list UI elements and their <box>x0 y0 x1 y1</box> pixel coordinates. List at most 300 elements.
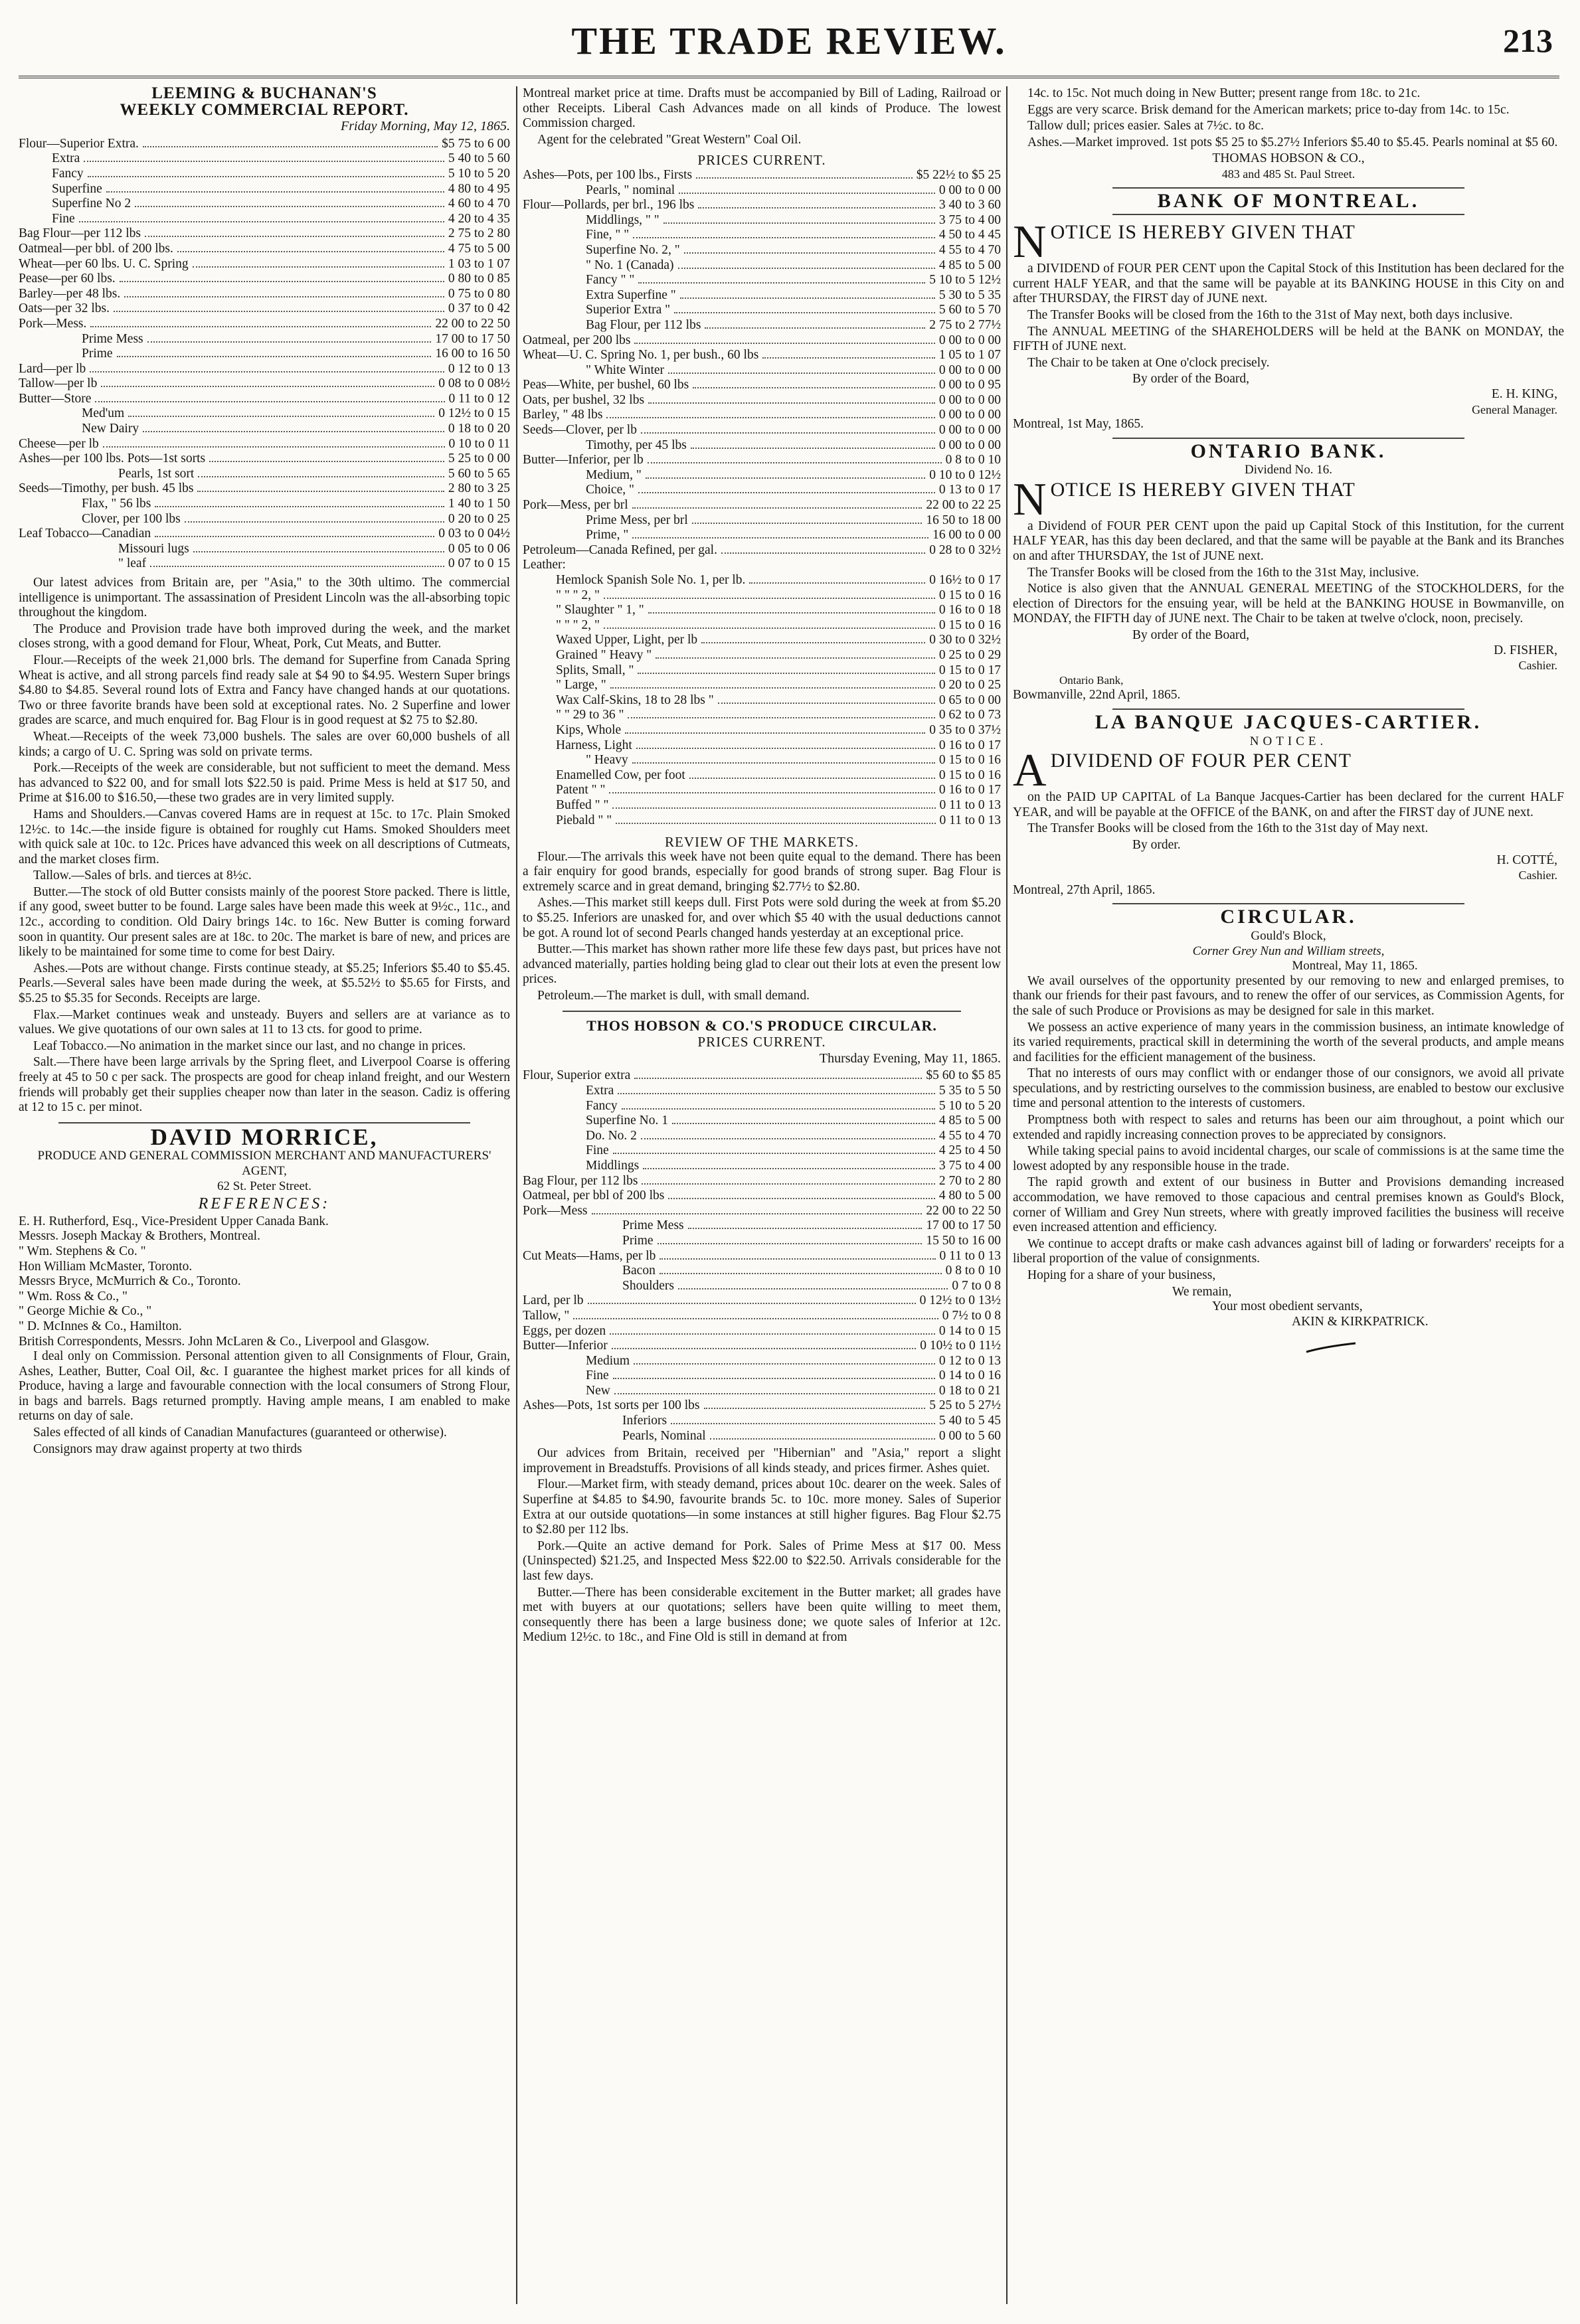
price-row <box>523 1084 1001 1099</box>
report-paragraph: Ashes.—Pots are without change. Firsts continue steady, at $5.25; Inferiors $5.40 to $5.45. Pearls.—Several sales have been made during the week, at $5.52½ to $5.65 for Firsts, and $5.25 to $5.35 for Seconds. Receipts are large. <box>19 961 510 1006</box>
price-row <box>523 813 1001 829</box>
price-value: 0 16½ to 0 17 <box>929 573 1001 587</box>
leader-dots <box>633 237 935 238</box>
price-value: 0 25 to 0 29 <box>938 647 1001 662</box>
price-row <box>523 168 1001 183</box>
price-row <box>523 348 1001 363</box>
price-value: 4 75 to 5 00 <box>448 241 510 256</box>
price-row <box>523 1129 1001 1144</box>
price-label: Bag Flour, per 112 lbs <box>523 1173 638 1188</box>
price-label: " " 29 to 36 " <box>556 708 624 722</box>
signer-title: Cashier. <box>1518 659 1557 673</box>
reference-line: " Wm. Ross & Co., " <box>19 1289 128 1303</box>
reference-line: " George Michie & Co., " <box>19 1304 152 1319</box>
price-value: 0 12½ to 0 13½ <box>919 1293 1001 1308</box>
reference-line: " Wm. Stephens & Co. " <box>19 1244 146 1258</box>
report-paragraph: Our latest advices from Britain are, per "Asia," to the 30th ultimo. The commercial intelligence is unimportant. The assassination of President Lincoln was the all-absorbing topic throughout the kingdom. <box>19 576 510 620</box>
leader-dots <box>648 462 942 463</box>
price-row <box>19 332 510 347</box>
review-paragraph: Butter.—This market has shown rather more life these few days past, but prices have not advanced materially, parties holding being glad to clear out their lots at even the present low prices. <box>523 942 1001 987</box>
price-row <box>523 558 1001 573</box>
price-value: 0 00 to 0 00 <box>938 423 1001 438</box>
leader-dots <box>642 1183 934 1185</box>
price-row <box>523 1414 1001 1429</box>
continued-text: Montreal market price at time. Drafts must be accompanied by Bill of Lading, Railroad or other Receipts. Liberal Cash Advances made on all kinds of Produce. The lowest Commission charged. <box>523 86 1001 131</box>
price-row <box>523 1159 1001 1174</box>
report-paragraph: Flax.—Market continues weak and unsteady. Buyers and sellers are at variance as to values. We give quotations of our own sales at 11 to 13 cts. for good to prime. <box>19 1007 510 1037</box>
leader-dots <box>689 778 935 779</box>
price-row <box>523 528 1001 543</box>
circular-date: Montreal, May 11, 1865. <box>1292 959 1418 973</box>
price-value: 3 75 to 4 00 <box>938 212 1001 227</box>
leader-dots <box>704 1408 926 1409</box>
price-label: Prime Mess <box>622 1218 684 1233</box>
section-rule <box>1112 214 1464 215</box>
price-value: 1 03 to 1 07 <box>448 256 510 271</box>
circular-paragraph: Butter.—There has been considerable excitement in the Butter market; all grades have met with buyers at our quotations; sellers have been quite willing to meet them, consequently there has been a large business done; we quote sales of Inferior at 12c. Medium 12½c. to 18c., and Fine Old is still in demand at from <box>523 1585 1001 1645</box>
price-value: 2 80 to 3 25 <box>448 481 510 496</box>
price-value: 0 00 to 0 00 <box>938 363 1001 377</box>
circular-paragraph: Hoping for a share of your business, <box>1027 1268 1216 1282</box>
notice-head: OTICE IS HEREBY GIVEN THAT <box>1050 221 1356 244</box>
leader-dots <box>613 1378 935 1379</box>
price-value: 0 11 to 0 13 <box>939 813 1001 827</box>
price-value: 0 11 to 0 13 <box>939 1248 1001 1263</box>
price-label: Fine <box>52 211 75 226</box>
report-paragraph: Leaf Tobacco.—No animation in the market since our last, and no change in prices. <box>33 1038 466 1053</box>
price-row <box>523 1249 1001 1264</box>
price-row <box>523 1398 1001 1414</box>
leader-dots <box>678 268 935 269</box>
circular-place: Corner Grey Nun and William streets, <box>1192 944 1385 958</box>
market-paragraph: 14c. to 15c. Not much doing in New Butter; present range from 18c. to 21c. <box>1027 86 1421 100</box>
price-label: Fancy " " <box>586 273 635 288</box>
report-title-line: LEEMING & BUCHANAN'S <box>151 86 377 102</box>
price-row <box>523 408 1001 423</box>
price-value: 0 15 to 0 16 <box>938 588 1001 602</box>
price-value: 0 08 to 0 08½ <box>438 376 510 391</box>
bank-title: BANK OF MONTREAL. <box>1157 189 1420 212</box>
signer-title: Cashier. <box>1518 869 1557 882</box>
report-paragraph: Wheat.—Receipts of the week 73,000 bushels. The sales are over 60,000 bushels of all kinds; a cargo of U. C. Spring was sold on private terms. <box>19 729 510 759</box>
notice-paragraph: The Transfer Books will be closed from the 16th to the 31st of May next, both days inclusive. <box>1027 307 1513 322</box>
signer: H. COTTÉ, <box>1496 853 1557 867</box>
notice-place: Ontario Bank, <box>1059 673 1124 687</box>
price-label: " White Winter <box>586 363 665 377</box>
price-value: 0 18 to 0 21 <box>938 1383 1001 1398</box>
price-value: 0 11 to 0 13 <box>939 797 1001 812</box>
leader-dots <box>671 1423 935 1424</box>
signer-title: General Manager. <box>1472 402 1557 416</box>
price-label: " Slaughter " 1, " <box>556 603 644 618</box>
leader-dots <box>610 687 935 689</box>
leader-dots <box>128 416 434 417</box>
price-label: Timothy, per 45 lbs <box>586 438 687 452</box>
price-label: Cut Meats—Hams, per lb <box>523 1248 656 1263</box>
price-row <box>523 213 1001 228</box>
price-label: Middlings, " " <box>586 212 659 227</box>
price-value: 0 00 to 0 00 <box>938 438 1001 452</box>
price-label: Pork—Mess <box>523 1203 588 1218</box>
price-row <box>523 1143 1001 1159</box>
price-label: Bag Flour—per 112 lbs <box>19 226 141 241</box>
price-row <box>523 288 1001 303</box>
prices-current-title: PRICES CURRENT. <box>697 152 826 169</box>
price-value: 0 00 to 5 60 <box>938 1428 1001 1443</box>
leader-dots <box>101 386 434 387</box>
leader-dots <box>658 1243 922 1244</box>
leader-dots <box>721 552 925 554</box>
price-label: Kips, Whole <box>556 722 622 737</box>
price-row <box>19 167 510 182</box>
price-value: 4 20 to 4 35 <box>448 211 510 226</box>
leader-dots <box>698 207 934 208</box>
column-1 <box>19 86 510 1458</box>
leader-dots <box>150 566 444 567</box>
notice-head: OTICE IS HEREBY GIVEN THAT <box>1050 478 1356 501</box>
price-value: 22 00 to 22 25 <box>926 498 1001 513</box>
review-paragraph: Petroleum.—The market is dull, with small demand. <box>537 989 810 1003</box>
price-value: 0 7 to 0 8 <box>952 1278 1001 1293</box>
column-3 <box>1013 86 1564 1355</box>
circular-text <box>1013 974 1564 1284</box>
notice-paragraph: The Chair to be taken at One o'clock precisely. <box>1027 355 1270 370</box>
price-row <box>523 363 1001 378</box>
price-label: Flour—Pollards, per brl., 196 lbs <box>523 198 695 212</box>
leader-dots <box>634 1078 922 1079</box>
price-value: 5 25 to 5 27½ <box>929 1398 1001 1413</box>
price-value: 0 15 to 0 16 <box>938 618 1001 632</box>
leader-dots <box>641 1138 935 1139</box>
price-row <box>523 1309 1001 1324</box>
leader-dots <box>197 491 444 492</box>
signer: E. H. KING, <box>1491 386 1557 401</box>
leader-dots <box>106 191 444 193</box>
leader-dots <box>632 762 935 764</box>
notice-paragraph: a DIVIDEND of FOUR PER CENT upon the Capital Stock of this Institution has been declared for the current HALF YEAR, and that the same will be payable at its BANKING HOUSE in this City on and after THURSDAY, the FIRST day of JUNE next. <box>1013 262 1564 306</box>
circular-date: Thursday Evening, May 11, 1865. <box>819 1050 1001 1066</box>
price-label: Ashes—Pots, per 100 lbs., Firsts <box>523 167 693 182</box>
price-value: 0 65 to 0 00 <box>938 693 1001 707</box>
leader-dots <box>625 732 925 734</box>
price-label: Oatmeal—per bbl. of 200 lbs. <box>19 241 173 256</box>
price-value: 0 20 to 0 25 <box>938 678 1001 693</box>
report-paragraph: Salt.—There have been large arrivals by the Spring fleet, and Liverpool Coarse is offering freely at 45 to 50 c per sack. The prospects are good for cheap inland freight, and our Western friends will probably get their supplies cheaper now than later in the season. Cadiz is offering at 12 to 15 c. per minot. <box>19 1055 510 1115</box>
price-row <box>523 1099 1001 1114</box>
report-paragraph: Tallow.—Sales of brls. and tierces at 8½c. <box>33 869 252 883</box>
leader-dots <box>143 146 438 147</box>
notice-paragraph: a Dividend of FOUR PER CENT upon the paid up Capital Stock of this Institution, for the current HALF YEAR, has this day been declared, and that the same will be payable at the Bank and its Branches on and after THURSDAY, the 1st of JUNE next. <box>1013 519 1564 564</box>
leader-dots <box>84 161 444 162</box>
agent-line: Agent for the celebrated "Great Western" Coal Oil. <box>537 132 802 147</box>
price-label: Superfine No 2 <box>52 197 132 211</box>
price-row <box>19 362 510 377</box>
price-label: Medium <box>586 1353 630 1368</box>
price-value: 0 00 to 0 00 <box>938 183 1001 197</box>
column-divider <box>516 86 517 2304</box>
price-label: Leather: <box>523 558 566 572</box>
price-value: 0 07 to 0 15 <box>448 556 510 571</box>
price-value: 0 37 to 0 42 <box>448 301 510 316</box>
price-value: 0 15 to 0 17 <box>938 663 1001 677</box>
price-value: 4 25 to 4 50 <box>938 1143 1001 1158</box>
leader-dots <box>79 221 444 222</box>
price-label: Hemlock Spanish Sole No. 1, per lb. <box>556 573 746 587</box>
leader-dots <box>193 551 444 552</box>
circular-text <box>523 1446 1001 1645</box>
price-label: Pearls, 1st sort <box>118 466 195 481</box>
price-list <box>523 168 1001 828</box>
price-row <box>19 422 510 437</box>
price-value: 4 80 to 5 00 <box>938 1189 1001 1203</box>
references-title: REFERENCES: <box>198 1195 331 1213</box>
price-label: Choice, " <box>586 483 634 497</box>
leader-dots <box>643 1168 935 1169</box>
leader-dots <box>604 627 935 629</box>
leader-dots <box>103 446 445 448</box>
price-row <box>523 1384 1001 1399</box>
leader-dots <box>668 373 935 374</box>
leader-dots <box>659 1258 935 1260</box>
price-label: Tallow—per lb <box>19 376 98 391</box>
price-label: Pearls, " nominal <box>586 183 675 197</box>
price-row <box>523 1264 1001 1279</box>
price-row <box>523 693 1001 708</box>
price-label: Buffed " " <box>556 797 609 812</box>
leader-dots <box>659 1273 942 1274</box>
price-row <box>19 481 510 497</box>
leader-dots <box>632 537 928 539</box>
leader-dots <box>209 461 444 462</box>
leader-dots <box>680 297 935 299</box>
leader-dots <box>691 448 935 449</box>
leader-dots <box>95 401 444 402</box>
price-value: 2 75 to 2 77½ <box>929 317 1001 332</box>
price-row <box>19 301 510 317</box>
price-label: Fancy <box>586 1098 618 1113</box>
leader-dots <box>117 356 432 357</box>
price-value: 5 10 to 5 12½ <box>929 273 1001 288</box>
price-row <box>19 151 510 167</box>
leader-dots <box>90 371 444 373</box>
leader-dots <box>762 357 935 359</box>
leader-dots <box>705 327 925 329</box>
price-row <box>523 198 1001 213</box>
price-value: 0 00 to 0 00 <box>938 392 1001 407</box>
leader-dots <box>628 717 934 718</box>
leader-dots <box>674 312 935 313</box>
continued-text <box>1013 86 1564 150</box>
price-label: Shoulders <box>622 1278 674 1293</box>
drop-cap: A <box>1013 749 1047 791</box>
reference-line: " D. McInnes & Co., Hamilton. <box>19 1319 182 1333</box>
leader-dots <box>622 1108 935 1110</box>
report-paragraph: Butter.—The stock of old Butter consists mainly of the poorest Store packed. There is little, if any good, sweet butter to be found. Large sales have been made this week at 9½c., 11c., and 12c., according to condition. Old Dairy brings 14c. to 16c. New Butter is coming forward soon in quantity. Our present sales are at 18c. to 20c. The market is bare of new, and prices are likely to be maintained for some time to come for best Dairy. <box>19 884 510 959</box>
price-row <box>523 1354 1001 1369</box>
leader-dots <box>710 1438 935 1440</box>
leader-dots <box>604 598 935 599</box>
price-value: $5 22½ to $5 25 <box>916 167 1001 182</box>
circular-paragraph: Flour.—Market firm, with steady demand, prices about 10c. dearer on the week. Sales of Superfine at $4.85 to $4.90, favourite brands 5c. to 10c. more money. Sales of Superior Extra at our outside quotations—in some instances at still higher figures. Bag Flour $2.75 to $2.80 per 112 lbs. <box>523 1477 1001 1537</box>
price-value: 0 12 to 0 13 <box>938 1353 1001 1368</box>
price-value: 0 11 to 0 12 <box>448 391 510 406</box>
price-row <box>523 648 1001 663</box>
price-label: Oatmeal, per 200 lbs <box>523 333 631 347</box>
masthead-rule <box>19 76 1559 78</box>
closing-line: We remain, <box>1172 1284 1232 1299</box>
page-number: 213 <box>1503 22 1553 59</box>
advertisement-paragraph: Consignors may draw against property at two thirds <box>33 1442 302 1456</box>
price-row <box>19 182 510 197</box>
price-value: 0 10 to 0 12½ <box>929 467 1001 482</box>
circular-paragraph: We avail ourselves of the opportunity presented by our removing to new and enlarged premises, to thank our friends for their past favours, and to renew the offer of our services, as Commission Agents, for the sale of such Produce or Provisions as may be designed for sale in this market. <box>1013 973 1564 1018</box>
leader-dots <box>155 536 434 537</box>
market-paragraph: Ashes.—Market improved. 1st pots $5 25 to $5.27½ Inferiors $5.40 to $5.45. Pearls nominal at $5 60. <box>1027 135 1558 149</box>
section-rule <box>1112 708 1464 710</box>
section-rule <box>58 1122 470 1123</box>
price-value: 4 55 to 4 70 <box>938 1128 1001 1143</box>
price-row <box>19 406 510 422</box>
price-label: Pork—Mess, per brl <box>523 498 628 513</box>
price-value: 15 50 to 16 00 <box>926 1233 1001 1248</box>
price-label: " Heavy <box>586 753 628 768</box>
price-label: Bag Flour, per 112 lbs <box>586 317 701 332</box>
price-row <box>523 708 1001 723</box>
price-label: Eggs, per dozen <box>523 1323 606 1338</box>
price-label: Ashes—Pots, 1st sorts per 100 lbs <box>523 1398 700 1413</box>
price-label: Butter—Inferior, per lb <box>523 453 644 467</box>
price-label: Prime <box>622 1233 654 1248</box>
leader-dots <box>88 176 444 177</box>
price-label: Superfine No. 1 <box>586 1114 669 1128</box>
price-label: Medium, " <box>586 467 642 482</box>
price-value: 16 00 to 16 50 <box>435 347 510 361</box>
price-list <box>523 1068 1001 1444</box>
price-row <box>523 318 1001 333</box>
advertisement-paragraph: Sales effected of all kinds of Canadian Manufactures (guaranteed or otherwise). <box>33 1426 447 1440</box>
price-row <box>523 498 1001 513</box>
price-row <box>523 1234 1001 1249</box>
leader-dots <box>684 252 935 254</box>
signer: D. FISHER, <box>1494 643 1557 657</box>
price-label: Prime Mess <box>82 331 143 346</box>
price-value: 5 10 to 5 20 <box>938 1098 1001 1113</box>
price-label: Ashes—per 100 lbs. Pots—1st sorts <box>19 452 206 466</box>
leader-dots <box>636 748 935 749</box>
price-value: 4 85 to 5 00 <box>938 1114 1001 1128</box>
price-row <box>523 228 1001 243</box>
leader-dots <box>609 792 934 793</box>
circular-paragraph: Pork.—Quite an active demand for Pork. Sales of Prime Mess at $17 00. Mess (Uninspected) $21.25, and Inspected Mess $22.00 to $22.50. Arrivals considerable for the last few days. <box>523 1538 1001 1583</box>
notice-head: DIVIDEND OF FOUR PER CENT <box>1050 750 1352 772</box>
price-value: 5 60 to 5 70 <box>938 303 1001 317</box>
price-value: 4 85 to 5 00 <box>938 258 1001 272</box>
price-row <box>523 663 1001 679</box>
leader-dots <box>632 507 922 509</box>
price-value: 0 13 to 0 17 <box>938 483 1001 497</box>
leader-dots <box>634 343 934 344</box>
price-label: Oats, per bushel, 32 lbs <box>523 392 645 407</box>
price-label: Waxed Upper, Light, per lb <box>556 633 698 647</box>
price-row <box>523 633 1001 648</box>
leader-dots <box>120 281 444 282</box>
price-label: Extra <box>52 151 80 166</box>
notice-heading <box>1013 749 1564 790</box>
circular-place: Gould's Block, <box>1251 928 1326 943</box>
price-label: Clover, per 100 lbs <box>82 511 181 526</box>
price-row <box>523 1218 1001 1234</box>
price-value: 22 00 to 22 50 <box>926 1203 1001 1218</box>
price-row <box>523 1429 1001 1444</box>
price-value: 0 62 to 0 73 <box>938 708 1001 722</box>
notice-heading <box>1013 220 1564 262</box>
advertiser-name: DAVID MORRICE, <box>150 1123 379 1150</box>
price-value: $5 60 to $5 85 <box>926 1068 1001 1083</box>
price-value: 0 14 to 0 15 <box>938 1323 1001 1338</box>
leader-dots <box>688 1228 922 1229</box>
price-row <box>523 1279 1001 1294</box>
price-label: Wheat—per 60 lbs. U. C. Spring <box>19 256 189 271</box>
price-row <box>19 137 510 152</box>
circular-paragraph: Our advices from Britain, received per "Hibernian" and "Asia," report a slight improvement in Breadstuffs. Provisions of all kinds steady, and prices firmer. Ashes quiet. <box>523 1446 1001 1475</box>
price-value: 0 10 to 0 11 <box>448 436 510 451</box>
notice-paragraph: Notice is also given that the ANNUAL GENERAL MEETING of the STOCKHOLDERS, for the election of Directors for the ensuing year, will be held at the BANKING HOUSE in Bowmanville, on MONDAY, the FIFTH day of JUNE next. The Chair to be taken at twelve o'clock, noon, precisely. <box>1013 582 1564 626</box>
price-label: Peas—White, per bushel, 60 lbs <box>523 378 689 392</box>
price-label: Oatmeal, per bbl of 200 lbs <box>523 1189 665 1203</box>
leader-dots <box>718 703 935 704</box>
notice-text <box>1013 790 1564 837</box>
notice-date: Montreal, 27th April, 1865. <box>1013 882 1156 897</box>
price-value: 16 00 to 0 00 <box>932 528 1001 542</box>
price-value: 0 15 to 0 16 <box>938 768 1001 782</box>
price-row <box>523 438 1001 454</box>
by-order: By order. <box>1132 837 1181 852</box>
bank-title: ONTARIO BANK. <box>1190 440 1387 462</box>
price-value: 22 00 to 22 50 <box>435 316 510 331</box>
price-label: Butter—Inferior <box>523 1339 608 1353</box>
price-row <box>19 376 510 392</box>
price-value: 16 50 to 18 00 <box>926 513 1001 527</box>
price-row <box>523 423 1001 438</box>
leader-dots <box>114 311 444 312</box>
leader-dots <box>646 477 925 479</box>
price-label: Prime, " <box>586 528 629 542</box>
price-label: " " " 2, " <box>556 588 600 602</box>
price-label: Wax Calf-Skins, 18 to 28 lbs " <box>556 693 714 707</box>
price-value: 0 16 to 0 18 <box>938 603 1001 618</box>
leader-dots <box>618 1093 935 1094</box>
pen-mark <box>1305 1341 1358 1355</box>
market-report-text <box>19 576 510 1116</box>
price-label: Pease—per 60 lbs. <box>19 272 116 286</box>
leader-dots <box>648 402 935 404</box>
closing-signature: AKIN & KIRKPATRICK. <box>1292 1314 1429 1329</box>
advertiser-trade: PRODUCE AND GENERAL COMMISSION MERCHANT AND MANUFACTURERS' AGENT, <box>37 1149 491 1178</box>
price-value: 0 05 to 0 06 <box>448 541 510 556</box>
price-label: Prime <box>82 347 113 361</box>
price-value: 3 40 to 3 60 <box>938 198 1001 212</box>
leader-dots <box>616 823 935 824</box>
leader-dots <box>638 282 925 284</box>
leader-dots <box>749 582 925 584</box>
notice-paragraph: on the PAID UP CAPITAL of La Banque Jacques-Cartier has been declared for the current HALF YEAR, and will be payable at the OFFICE of the BANK, on and after the FIRST day of JUNE next. <box>1013 790 1564 819</box>
price-label: " No. 1 (Canada) <box>586 258 674 272</box>
leader-dots <box>679 193 935 194</box>
price-row <box>523 393 1001 408</box>
price-row <box>19 392 510 407</box>
advertisement-paragraph: I deal only on Commission. Personal attention given to all Consignments of Flour, Grain, Ashes, Leather, Butter, Coal Oil, &c. I guarantee the highest market prices for all kinds of Produce, having a large and favourable connection with the local consumers of Strong Flour, in bags and barrels. Bags returned promptly. Having ample means, I am enabled to make returns on day of sale. <box>19 1349 510 1424</box>
market-paragraph: Tallow dull; prices easier. Sales at 7½c. to 8c. <box>1027 119 1265 133</box>
